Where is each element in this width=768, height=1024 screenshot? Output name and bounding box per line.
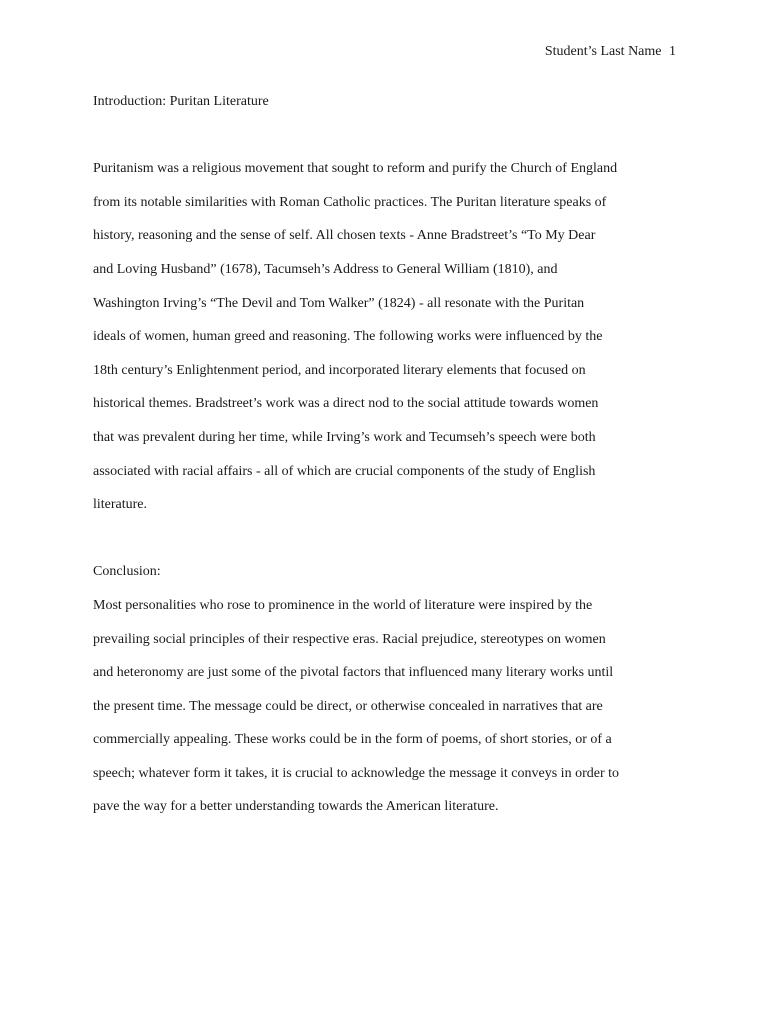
- conclusion-heading: Conclusion:: [93, 564, 161, 580]
- text-line: Puritanism was a religious movement that sought to reform and purify the Church of England: [93, 161, 618, 177]
- text-line: speech; whatever form it takes, it is crucial to acknowledge the message it conveys in order to: [93, 765, 619, 781]
- text-line: and Loving Husband” (1678), Tacumseh’s Address to General William (1810), and: [93, 261, 558, 277]
- text-line: literature.: [93, 497, 148, 513]
- introduction-heading: Introduction: Puritan Literature: [93, 94, 269, 109]
- text-line: Washington Irving’s “The Devil and Tom Walker” (1824) - all resonate with the Puritan: [93, 295, 585, 311]
- text-line: associated with racial affairs - all of which are crucial components of the study of English: [93, 463, 596, 479]
- conclusion-paragraph: [93, 589, 693, 824]
- text-line: commercially appealing. These works could be in the form of poems, of short stories, or of a: [93, 732, 612, 748]
- text-line: that was prevalent during her time, while Irving’s work and Tecumseh’s speech were both: [93, 429, 596, 445]
- text-line: historical themes. Bradstreet’s work was a direct nod to the social attitude towards women: [93, 396, 599, 412]
- paragraph-spacer: [93, 522, 693, 556]
- text-line: history, reasoning and the sense of self. All chosen texts - Anne Bradstreet’s “To My Dear: [93, 228, 596, 244]
- running-head-text: Student’s Last Name: [544, 44, 662, 59]
- text-line: Most personalities who rose to prominence in the world of literature were inspired by the: [93, 597, 593, 613]
- text-line: ideals of women, human greed and reasoning. The following works were influenced by the: [93, 329, 603, 345]
- text-line: prevailing social principles of their respective eras. Racial prejudice, stereotypes on women: [93, 631, 606, 647]
- text-line: from its notable similarities with Roman Catholic practices. The Puritan literature speaks of: [93, 194, 607, 210]
- text-line: and heteronomy are just some of the pivotal factors that influenced many literary works until: [93, 665, 614, 681]
- paragraph-spacer: [93, 119, 693, 153]
- page-number: 1: [669, 44, 676, 59]
- text-line: pave the way for a better understanding towards the American literature.: [93, 799, 499, 815]
- text-line: 18th century’s Enlightenment period, and incorporated literary elements that focused on: [93, 362, 586, 378]
- introduction-paragraph: [93, 152, 693, 522]
- text-line: the present time. The message could be direct, or otherwise concealed in narratives that are: [93, 698, 603, 714]
- running-header: [545, 42, 676, 62]
- document-body: [93, 85, 693, 824]
